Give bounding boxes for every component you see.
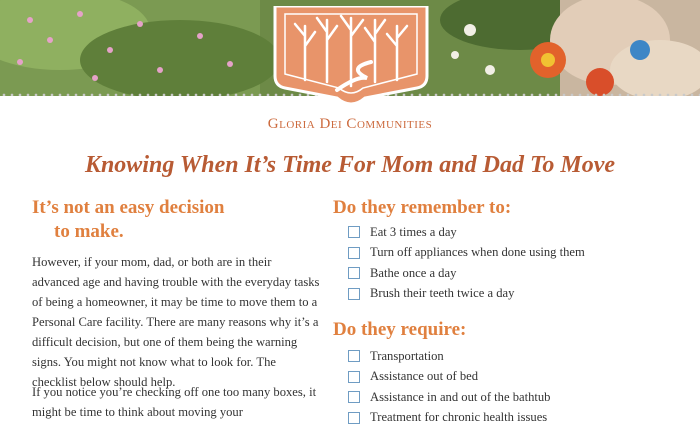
- checklist-item-label: Transportation: [370, 349, 444, 364]
- checklist-item: [348, 346, 550, 367]
- checklist-item-label: Bathe once a day: [370, 266, 456, 281]
- left-heading: [32, 196, 292, 244]
- checklist-item-label: Assistance out of bed: [370, 369, 478, 384]
- checklist-item-label: Eat 3 times a day: [370, 225, 457, 240]
- brand-name: Gloria Dei Communities: [210, 116, 490, 133]
- checklist-item: [348, 263, 585, 284]
- checkbox-icon[interactable]: [348, 371, 360, 383]
- checkbox-icon[interactable]: [348, 247, 360, 259]
- checklist-item: [348, 408, 550, 428]
- checklist-item-label: Treatment for chronic health issues: [370, 410, 547, 425]
- checklist-item-label: Brush their teeth twice a day: [370, 286, 514, 301]
- left-heading-line1: It’s not an easy decision: [32, 197, 224, 218]
- checkbox-icon[interactable]: [348, 350, 360, 362]
- trees-logo-icon: [267, 6, 435, 110]
- checklist-item-label: Turn off appliances when done using them: [370, 245, 585, 260]
- checklist-item: [348, 243, 585, 264]
- checkbox-icon[interactable]: [348, 391, 360, 403]
- second-paragraph: If you notice you’re checking off one too many boxes, it might be time to think about moving your: [32, 382, 322, 422]
- checkbox-icon[interactable]: [348, 226, 360, 238]
- checklist-item: [348, 222, 585, 243]
- checkbox-icon[interactable]: [348, 412, 360, 424]
- intro-paragraph: However, if your mom, dad, or both are in their advanced age and having trouble with the everyday tasks of being a homeowner, it may be time to move them to a Personal Care facility. There are many reasons why it’s a difficult decision, but one of them being the warning signs. You might not know what to look for. The checklist below should help.: [32, 252, 322, 392]
- checklist-item: [348, 387, 550, 408]
- section-remember-heading: Do they remember to:: [333, 197, 511, 219]
- section-require-heading: Do they require:: [333, 319, 466, 341]
- page-title: Knowing When It’s Time For Mom and Dad To Move: [0, 152, 700, 179]
- checklist-item: [348, 284, 585, 305]
- checklist-item-label: Assistance in and out of the bathtub: [370, 390, 550, 405]
- checkbox-icon[interactable]: [348, 267, 360, 279]
- remember-checklist: [348, 222, 585, 304]
- checklist-item: [348, 367, 550, 388]
- left-heading-line2: to make.: [32, 220, 292, 244]
- checkbox-icon[interactable]: [348, 288, 360, 300]
